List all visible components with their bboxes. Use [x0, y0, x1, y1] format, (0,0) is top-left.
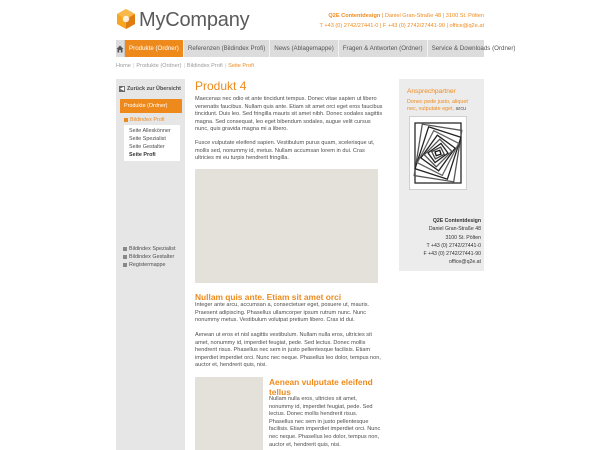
- sidebar-item-produkte[interactable]: Produkte (Ordner): [120, 99, 182, 113]
- nav-item-referenzen[interactable]: Referenzen (Bildindex Profi): [184, 40, 270, 57]
- bullet-square-icon: [123, 263, 127, 267]
- contact-city: 3100 St. Pölten: [445, 234, 481, 241]
- company-name: MyCompany: [139, 9, 250, 31]
- subitem-label: Seite Alleskönner: [129, 128, 171, 134]
- nav-home[interactable]: [116, 40, 125, 57]
- sidebar: [116, 79, 185, 450]
- nav-item-news[interactable]: News (Ablagemappe): [270, 40, 339, 57]
- bullet-square-icon: [124, 118, 128, 122]
- paragraph-5: Nullam nulla eros, ultricies sit amet, nonummy id, imperdiet feugiat, pede. Sed lectus. Donec mollis hendrerit risus. Phasellus nec sem in justo pellentesque facilisis. Etiam imperdiet imperdiet orci. Nunc nec neque. Phasellus leo dolor, tempus non, auctor et, hendrerit quis, nisi.: [269, 396, 381, 448]
- sidebar-item-label: Registermappe: [129, 262, 166, 268]
- main-image-placeholder: [195, 169, 378, 283]
- contact-box-more-link[interactable]: arcu: [455, 105, 467, 112]
- sidebar-item-seite-gestalter[interactable]: [129, 143, 180, 151]
- spiral-artwork-image: [410, 117, 466, 189]
- contact-photo: [409, 116, 467, 190]
- subitem-label: Seite Profi: [129, 152, 156, 158]
- paragraph-4: Aenean ut eros et nisl sagittis vestibulum. Nullam nulla eros, ultricies sit amet, nonummy id, imperdiet feugiat, pede. Sed lectus. Donec mollis hendrerit risus. Phasellus nec sem in justo pellentesque facilisis. Etiam imperdiet imperdiet orci. Nunc nec neque. Phasellus leo dolor, tempus non, auctor et, hendrerit quis, nisi.: [195, 332, 381, 369]
- home-icon: [116, 45, 124, 53]
- header-contact: [264, 12, 484, 31]
- bullet-square-icon: [123, 247, 127, 251]
- sidebar-submenu: [120, 114, 182, 161]
- contact-box-text: [407, 99, 477, 112]
- breadcrumb: Home | Produkte (Ordner) | Bildindex Profi | Seite Profi: [116, 63, 254, 69]
- intro-paragraph: Maecenas nec odio et ante tincidunt tempus. Donec vitae sapien ut libero venenatis faucibus. Nullam quis ante. Etiam sit amet orci eget eros faucibus tincidunt. Duis leo. Sed fringilla mauris sit amet nibh. Donec sodales sagittis magna. Sed consequat, leo eget bibendum sodales, augue velit cursus nunc, quis gravida magna mi a libero.: [195, 96, 383, 133]
- contact-address: [403, 217, 481, 267]
- sidebar-item-seite-alleskoenner[interactable]: [129, 127, 180, 135]
- contact-box-description: Donec pede justo, aliquet nec, vulputate eget,: [407, 99, 468, 112]
- contact-street: Daniel Gran-Straße 48: [428, 226, 481, 233]
- subitem-label: Seite Gestalter: [129, 144, 165, 150]
- nav-item-produkte[interactable]: Produkte (Ordner): [125, 40, 184, 57]
- breadcrumb-home[interactable]: Home: [116, 63, 131, 69]
- sidebar-item-bildindex-spezialist[interactable]: [123, 245, 185, 253]
- back-label: Zurück zur Übersicht: [127, 86, 181, 92]
- company-logo[interactable]: [116, 6, 250, 36]
- contact-email-link[interactable]: office@q2e.at: [449, 259, 481, 266]
- header-company: Q2E Contentdesign: [328, 13, 381, 19]
- page-title: Produkt 4: [195, 79, 247, 93]
- breadcrumb-bildindex[interactable]: Bildindex Profi: [186, 63, 223, 69]
- sidebar-item-seite-profi[interactable]: [129, 151, 180, 159]
- sidebar-item-label: Bildindex Gestalter: [129, 254, 175, 260]
- section-heading-2: Aenean vulputate eleifend tellus: [269, 377, 373, 397]
- breadcrumb-produkte[interactable]: Produkte (Ordner): [136, 63, 182, 69]
- sidebar-item-seite-spezialist[interactable]: [129, 135, 180, 143]
- sidebar-other-items: [123, 245, 185, 269]
- sidebar-item-label: Bildindex Spezialist: [129, 246, 176, 252]
- paragraph-3: Integer ante arcu, accumsan a, consectetuer eget, posuere ut, mauris. Praesent adipiscing. Phasellus ullamcorper ipsum rutrum nunc. Nunc nonummy metus. Vestibulum volutpat pretium libero. Cras id dui.: [195, 302, 370, 324]
- header-address: | Daniel Gran-Straße 48 | 3100 St. Pölten: [381, 13, 484, 19]
- sidebar-item-registermappe[interactable]: [123, 261, 185, 269]
- nav-item-fragen[interactable]: Fragen & Antworten (Ordner): [339, 40, 428, 57]
- secondary-image-placeholder: [195, 377, 263, 450]
- nav-item-service[interactable]: Service & Downloads (Ordner): [431, 45, 516, 52]
- paragraph-2: Fusce vulputate eleifend sapien. Vestibulum purus quam, scelerisque ut, mollis sed, nonummy id, metus. Nullam accumsan lorem in dui. Cras ultricies mi eu turpis hendrerit fringilla.: [195, 139, 375, 162]
- subitem-label: Seite Spezialist: [129, 136, 166, 142]
- contact-phone: T +43 (0) 2742/27441-0: [426, 242, 481, 249]
- header-phone-email: T +43 (0) 2742/27441-0 | F +43 (0) 2742/27441-90 | office@q2e.at: [319, 22, 484, 29]
- sidebar-item-bildindex-profi[interactable]: [120, 114, 182, 125]
- contact-person-box: [399, 79, 484, 271]
- contact-box-title: Ansprechpartner: [407, 88, 456, 95]
- breadcrumb-current: Seite Profi: [228, 63, 254, 69]
- main-content: [195, 79, 383, 283]
- hexagon-logo-icon: [116, 8, 136, 30]
- sidebar-item-bildindex-gestalter[interactable]: [123, 253, 185, 261]
- sidebar-subhead-label: Bildindex Profi: [130, 117, 165, 123]
- bullet-square-icon: [123, 255, 127, 259]
- arrow-left-icon: ◀: [120, 86, 124, 92]
- contact-company: Q2E Contentdesign: [432, 218, 481, 224]
- section-heading-1: Nullam quis ante. Etiam sit amet orci: [195, 292, 342, 302]
- sidebar-subitems: [124, 125, 180, 161]
- back-to-overview-link[interactable]: [119, 86, 183, 92]
- contact-fax: F +43 (0) 2742/27441-90: [423, 251, 481, 258]
- main-navigation: [116, 40, 516, 57]
